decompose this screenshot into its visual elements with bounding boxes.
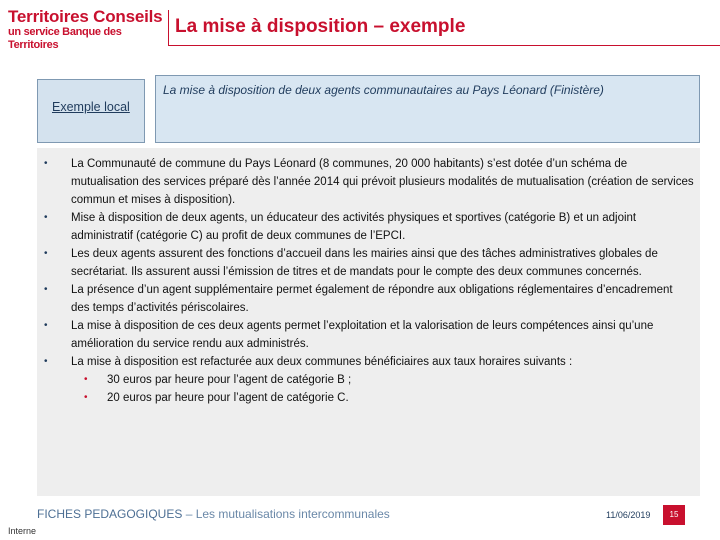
sub-bullet-icon: • xyxy=(84,374,88,385)
sub-bullet-text: 20 euros par heure pour l’agent de catégorie C. xyxy=(107,392,349,404)
footer-bold: FICHES PEDAGOGIQUES xyxy=(37,507,183,521)
footer-caption xyxy=(37,507,390,521)
list-item xyxy=(44,281,694,317)
bullet-icon: • xyxy=(44,356,48,367)
bullet-text: La Communauté de commune du Pays Léonard (8 communes, 20 000 habitants) s’est dotée d’un schéma de mutualisation des services préparé dès l’année 2014 qui prévoit plusieurs modalités de mutualisation (création de services commun et mises à disposition). xyxy=(71,158,694,206)
list-item xyxy=(44,353,694,407)
bullet-icon: • xyxy=(44,284,48,295)
tag-label: Exemple local xyxy=(52,100,130,114)
bullet-text: Les deux agents assurent des fonctions d’accueil dans les mairies ainsi que des tâches administratives globales de secrétariat. Ils assurent aussi l’émission de titres et de mandats pour le compte des deux communes concernés. xyxy=(71,248,658,278)
list-item xyxy=(44,209,694,245)
sub-list-item xyxy=(71,389,694,407)
title-divider-vertical xyxy=(168,10,169,46)
footer-date: 11/06/2019 xyxy=(606,510,651,520)
sub-list-item xyxy=(71,371,694,389)
bullet-icon: • xyxy=(44,320,48,331)
classification-label: Interne xyxy=(8,526,37,536)
page-title: La mise à disposition – exemple xyxy=(175,16,466,37)
list-item xyxy=(44,245,694,281)
intro-text: La mise à disposition de deux agents communautaires au Pays Léonard (Finistère) xyxy=(163,83,604,97)
bullet-text: La présence d’un agent supplémentaire permet également de répondre aux obligations réglementaires d’encadrement des temps d’activités périscolaires. xyxy=(71,284,673,314)
brand-logo xyxy=(8,8,168,52)
logo-line-2: un service Banque des Territoires xyxy=(8,26,122,51)
bullet-text: La mise à disposition est refacturée aux deux communes bénéficiaires aux taux horaires suivants : xyxy=(71,356,573,368)
logo-line-1: Territoires Conseils xyxy=(8,7,163,26)
bullet-icon: • xyxy=(44,212,48,223)
bullet-text: Mise à disposition de deux agents, un éducateur des activités physiques et sportives (catégorie B) et un adjoint administratif (catégorie C) au profit de deux communes de l’EPCI. xyxy=(71,212,637,242)
bullet-icon: • xyxy=(44,158,48,169)
sub-bullet-icon: • xyxy=(84,392,88,403)
bullet-list xyxy=(44,155,694,407)
sub-bullet-text: 30 euros par heure pour l’agent de catégorie B ; xyxy=(107,374,352,386)
footer-rest: – Les mutualisations intercommunales xyxy=(182,507,390,521)
list-item xyxy=(44,155,694,209)
bullet-text: La mise à disposition de ces deux agents permet l’exploitation et la valorisation de leurs compétences ainsi qu’une amélioration du service rendu aux administrés. xyxy=(71,320,654,350)
bullet-icon: • xyxy=(44,248,48,259)
page-number: 15 xyxy=(663,505,685,525)
title-divider-horizontal xyxy=(168,45,720,46)
list-item xyxy=(44,317,694,353)
sub-bullet-list xyxy=(71,371,694,407)
